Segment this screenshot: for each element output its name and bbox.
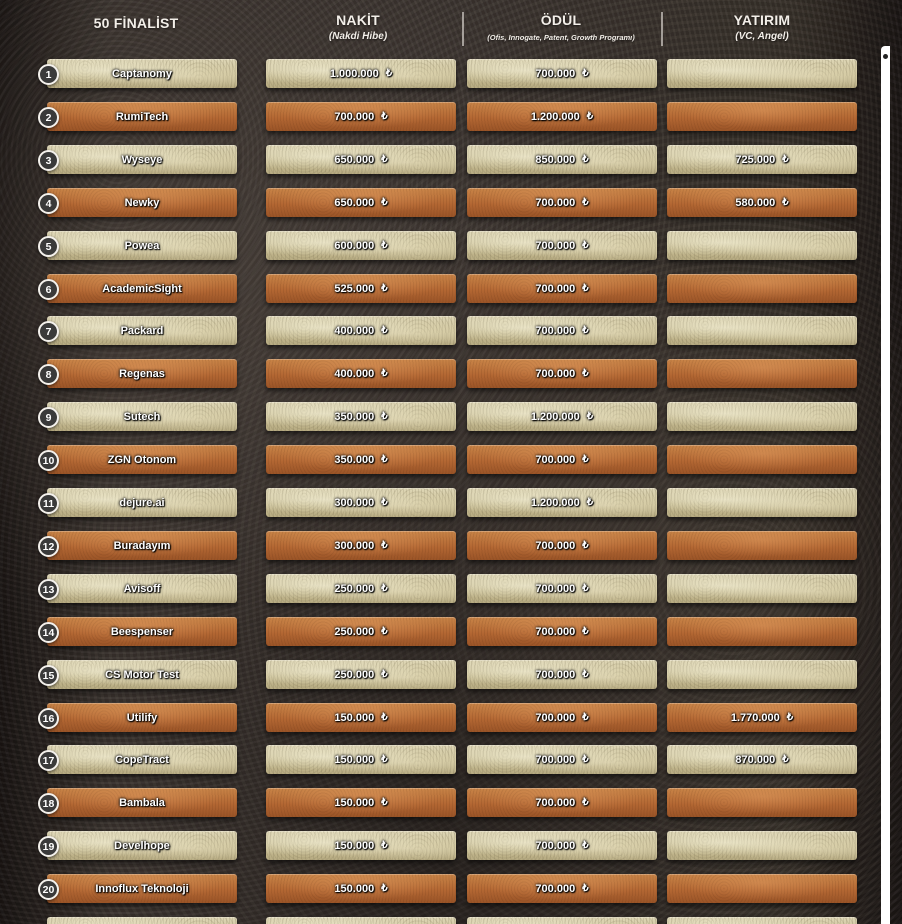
finalist-name: CopeTract: [115, 753, 169, 766]
odul-value: 700.000: [535, 753, 576, 766]
yatirim-cell: [667, 574, 857, 603]
lira-symbol: ₺: [582, 283, 589, 294]
odul-value: 700.000: [535, 582, 576, 595]
yatirim-cell: [667, 274, 857, 303]
table-row: [0, 830, 880, 861]
odul-cell: [467, 445, 657, 474]
rank-badge: 1: [38, 64, 59, 85]
finalist-name: AcademicSight: [102, 282, 182, 295]
finalist-name-cell: [47, 274, 237, 303]
odul-cell: [467, 831, 657, 860]
odul-cell: [467, 531, 657, 560]
table-row: [0, 101, 880, 132]
yatirim-column-subtitle: (VC, Angel): [735, 31, 789, 42]
yatirim-cell: [667, 402, 857, 431]
column-divider: [462, 12, 464, 46]
odul-value: 700.000: [535, 539, 576, 552]
odul-value: 700.000: [535, 239, 576, 252]
lira-symbol: ₺: [582, 154, 589, 165]
rank-badge: 11: [38, 493, 59, 514]
yatirim-cell: [667, 617, 857, 646]
finalist-name-cell: [47, 402, 237, 431]
nakit-cell: [266, 617, 456, 646]
rank-badge: 13: [38, 579, 59, 600]
odul-value: 700.000: [535, 367, 576, 380]
lira-symbol: ₺: [381, 411, 388, 422]
lira-symbol: ₺: [586, 411, 594, 422]
odul-value: 700.000: [535, 668, 576, 681]
odul-value: 700.000: [535, 453, 576, 466]
lira-symbol: ₺: [381, 754, 388, 765]
table-row: [0, 58, 880, 89]
nakit-value: 250.000: [334, 625, 375, 638]
table-row: [0, 702, 880, 733]
rank-badge: 19: [38, 836, 59, 857]
finalist-name-cell: [47, 788, 237, 817]
finalist-name: Utilify: [126, 711, 158, 724]
lira-symbol: ₺: [582, 454, 589, 465]
yatirim-value: 725.000: [735, 153, 776, 166]
rank-badge: 10: [38, 450, 59, 471]
yatirim-cell: [667, 188, 857, 217]
nakit-cell: [266, 274, 456, 303]
nakit-cell: [266, 359, 456, 388]
nakit-cell: [266, 745, 456, 774]
table-row: [0, 444, 880, 475]
yatirim-cell: [667, 917, 857, 924]
nakit-value: 1.000.000: [329, 67, 379, 80]
lira-symbol: ₺: [582, 840, 589, 851]
lira-symbol: ₺: [381, 883, 388, 894]
finalist-name: Newky: [124, 196, 160, 209]
nakit-value: 150.000: [334, 882, 375, 895]
lira-symbol: ₺: [381, 325, 388, 336]
yatirim-value: 870.000: [735, 753, 776, 766]
lira-symbol: ₺: [381, 368, 388, 379]
odul-cell: [467, 617, 657, 646]
odul-value: 700.000: [535, 882, 576, 895]
yatirim-cell: [667, 660, 857, 689]
nakit-value: 650.000: [334, 153, 375, 166]
nakit-value: 250.000: [334, 668, 375, 681]
lira-symbol: ₺: [782, 154, 789, 165]
odul-column-header: [466, 12, 656, 42]
scrollbar[interactable]: [881, 46, 890, 924]
odul-cell: [467, 874, 657, 903]
odul-value: 700.000: [535, 796, 576, 809]
nakit-value: 350.000: [334, 410, 375, 423]
nakit-cell: [266, 917, 456, 924]
nakit-cell: [266, 231, 456, 260]
lira-symbol: ₺: [582, 669, 589, 680]
yatirim-cell: [667, 831, 857, 860]
lira-symbol: ₺: [381, 626, 388, 637]
rank-badge: 7: [38, 321, 59, 342]
odul-column-title: ÖDÜL: [540, 12, 582, 28]
finalist-name-cell: [47, 703, 237, 732]
yatirim-cell: [667, 488, 857, 517]
nakit-column-header: [266, 12, 450, 42]
nakit-column-title: NAKİT: [336, 12, 380, 28]
lira-symbol: ₺: [381, 797, 388, 808]
lira-symbol: ₺: [381, 111, 388, 122]
nakit-value: 525.000: [334, 282, 375, 295]
lira-symbol: ₺: [381, 283, 388, 294]
odul-value: 700.000: [535, 196, 576, 209]
rank-badge: 15: [38, 665, 59, 686]
finalist-name-cell: [47, 488, 237, 517]
lira-symbol: ₺: [586, 111, 594, 122]
yatirim-cell: [667, 788, 857, 817]
lira-symbol: ₺: [786, 712, 794, 723]
odul-cell: [467, 188, 657, 217]
finalist-column-title: 50 FİNALİST: [93, 15, 179, 31]
lira-symbol: ₺: [582, 240, 589, 251]
nakit-value: 400.000: [334, 324, 375, 337]
nakit-cell: [266, 831, 456, 860]
odul-cell: [467, 231, 657, 260]
finalist-name-cell: [47, 59, 237, 88]
finalist-name: Captanomy: [112, 67, 172, 80]
rank-badge: 6: [38, 279, 59, 300]
odul-value: 700.000: [535, 67, 576, 80]
yatirim-cell: [667, 102, 857, 131]
lira-symbol: ₺: [381, 669, 388, 680]
lira-symbol: ₺: [582, 197, 589, 208]
finalist-name: Sutech: [123, 410, 161, 423]
finalist-name-cell: [47, 145, 237, 174]
nakit-column-subtitle: (Nakdi Hibe): [328, 31, 388, 42]
nakit-value: 150.000: [334, 796, 375, 809]
finalist-column-header: [40, 15, 232, 31]
finalist-name: Regenas: [119, 367, 165, 380]
finalist-name: Wyseye: [121, 153, 163, 166]
finalist-name-cell: [47, 660, 237, 689]
nakit-value: 700.000: [334, 110, 375, 123]
nakit-cell: [266, 488, 456, 517]
rank-badge: 20: [38, 879, 59, 900]
lira-symbol: ₺: [582, 797, 589, 808]
odul-cell: [467, 316, 657, 345]
lira-symbol: ₺: [381, 540, 388, 551]
odul-value: 1.200.000: [530, 496, 580, 509]
odul-value: 700.000: [535, 282, 576, 295]
yatirim-cell: [667, 745, 857, 774]
rank-badge: 18: [38, 793, 59, 814]
nakit-cell: [266, 531, 456, 560]
table-row: [0, 144, 880, 175]
nakit-value: 650.000: [334, 196, 375, 209]
odul-value: 700.000: [535, 711, 576, 724]
odul-cell: [467, 788, 657, 817]
rank-badge: 17: [38, 750, 59, 771]
lira-symbol: ₺: [381, 197, 388, 208]
lira-symbol: ₺: [381, 454, 388, 465]
nakit-cell: [266, 660, 456, 689]
lira-symbol: ₺: [582, 883, 589, 894]
rank-badge: 9: [38, 407, 59, 428]
yatirim-cell: [667, 59, 857, 88]
table-row: [0, 787, 880, 818]
lira-symbol: ₺: [582, 754, 589, 765]
nakit-cell: [266, 874, 456, 903]
yatirim-cell: [667, 874, 857, 903]
table-row: [0, 358, 880, 389]
yatirim-cell: [667, 145, 857, 174]
lira-symbol: ₺: [381, 712, 388, 723]
table-header: [0, 0, 902, 50]
finalist-name-cell: [47, 617, 237, 646]
lira-symbol: ₺: [782, 197, 789, 208]
yatirim-column-title: YATIRIM: [733, 12, 791, 28]
finalist-name: Avisoff: [123, 582, 161, 595]
finalist-name: Buradayım: [113, 539, 171, 552]
odul-value: 1.200.000: [530, 110, 580, 123]
odul-cell: [467, 917, 657, 924]
table-row: [0, 187, 880, 218]
column-divider: [661, 12, 663, 46]
finalist-name: Beespenser: [110, 625, 174, 638]
finalist-name: Develhope: [114, 839, 170, 852]
nakit-cell: [266, 445, 456, 474]
table-row: [0, 659, 880, 690]
yatirim-cell: [667, 231, 857, 260]
finalist-name-cell: [47, 102, 237, 131]
finalist-name: RumiTech: [115, 110, 169, 123]
finalist-name-cell: [47, 574, 237, 603]
lira-symbol: ₺: [582, 626, 589, 637]
rank-badge: 16: [38, 708, 59, 729]
lira-symbol: ₺: [381, 583, 388, 594]
lira-symbol: ₺: [582, 325, 589, 336]
yatirim-cell: [667, 703, 857, 732]
odul-cell: [467, 703, 657, 732]
rank-badge: 14: [38, 622, 59, 643]
table-row: [0, 530, 880, 561]
nakit-cell: [266, 788, 456, 817]
scrollbar-thumb[interactable]: [883, 54, 888, 59]
table-row: [0, 230, 880, 261]
lira-symbol: ₺: [582, 540, 589, 551]
table-row: [0, 315, 880, 346]
rank-badge: 3: [38, 150, 59, 171]
finalist-name: Bambala: [119, 796, 165, 809]
nakit-cell: [266, 703, 456, 732]
lira-symbol: ₺: [381, 840, 388, 851]
nakit-value: 400.000: [334, 367, 375, 380]
finalist-name: Powea: [124, 239, 160, 252]
finalist-name: Packard: [120, 324, 164, 337]
odul-column-subtitle: (Ofis, Innogate, Patent, Growth Programı): [487, 33, 635, 42]
table-row: [0, 487, 880, 518]
nakit-value: 150.000: [334, 711, 375, 724]
odul-cell: [467, 488, 657, 517]
lira-symbol: ₺: [582, 68, 589, 79]
yatirim-value: 580.000: [735, 196, 776, 209]
table-row: [0, 273, 880, 304]
lira-symbol: ₺: [381, 154, 388, 165]
lira-symbol: ₺: [782, 754, 789, 765]
nakit-value: 150.000: [334, 753, 375, 766]
lira-symbol: ₺: [381, 497, 388, 508]
finalist-name-cell: [47, 445, 237, 474]
odul-value: 700.000: [535, 324, 576, 337]
odul-cell: [467, 660, 657, 689]
rank-badge: 2: [38, 107, 59, 128]
lira-symbol: ₺: [582, 712, 589, 723]
finalist-name-cell: [47, 359, 237, 388]
rank-badge: 12: [38, 536, 59, 557]
yatirim-column-header: [668, 12, 856, 42]
finalist-name-cell: [47, 316, 237, 345]
yatirim-cell: [667, 359, 857, 388]
odul-cell: [467, 274, 657, 303]
nakit-cell: [266, 574, 456, 603]
yatirim-value: 1.770.000: [730, 711, 780, 724]
odul-value: 700.000: [535, 839, 576, 852]
odul-cell: [467, 145, 657, 174]
nakit-value: 350.000: [334, 453, 375, 466]
table-row: [0, 916, 880, 924]
yatirim-cell: [667, 316, 857, 345]
odul-cell: [467, 402, 657, 431]
table-row: [0, 573, 880, 604]
yatirim-cell: [667, 531, 857, 560]
lira-symbol: ₺: [381, 240, 388, 251]
nakit-cell: [266, 59, 456, 88]
finalist-name-cell: [47, 831, 237, 860]
odul-value: 850.000: [535, 153, 576, 166]
finalist-name-cell: [47, 745, 237, 774]
nakit-cell: [266, 402, 456, 431]
finalist-name-cell: [47, 874, 237, 903]
table-row: [0, 616, 880, 647]
finalist-name-cell: [47, 531, 237, 560]
finalist-name: dejure.ai: [119, 496, 165, 509]
nakit-cell: [266, 145, 456, 174]
rank-badge: 4: [38, 193, 59, 214]
nakit-cell: [266, 316, 456, 345]
odul-cell: [467, 745, 657, 774]
yatirim-cell: [667, 445, 857, 474]
odul-cell: [467, 59, 657, 88]
lira-symbol: ₺: [582, 368, 589, 379]
finalist-name: Innoflux Teknoloji: [95, 882, 189, 895]
nakit-value: 300.000: [334, 539, 375, 552]
finalist-name: CS Motor Test: [105, 668, 179, 681]
rank-badge: 8: [38, 364, 59, 385]
odul-cell: [467, 359, 657, 388]
finalist-name-cell: [47, 231, 237, 260]
nakit-value: 600.000: [334, 239, 375, 252]
finalist-name-cell: [47, 917, 237, 924]
nakit-value: 250.000: [334, 582, 375, 595]
odul-cell: [467, 102, 657, 131]
finalist-name-cell: [47, 188, 237, 217]
nakit-value: 300.000: [334, 496, 375, 509]
lira-symbol: ₺: [582, 583, 589, 594]
nakit-cell: [266, 188, 456, 217]
rank-badge: 5: [38, 236, 59, 257]
table-row: [0, 873, 880, 904]
table-row: [0, 744, 880, 775]
odul-value: 700.000: [535, 625, 576, 638]
odul-cell: [467, 574, 657, 603]
lira-symbol: ₺: [586, 497, 594, 508]
nakit-value: 150.000: [334, 839, 375, 852]
table-row: [0, 401, 880, 432]
finalist-name: ZGN Otonom: [107, 453, 177, 466]
nakit-cell: [266, 102, 456, 131]
lira-symbol: ₺: [385, 68, 393, 79]
odul-value: 1.200.000: [530, 410, 580, 423]
